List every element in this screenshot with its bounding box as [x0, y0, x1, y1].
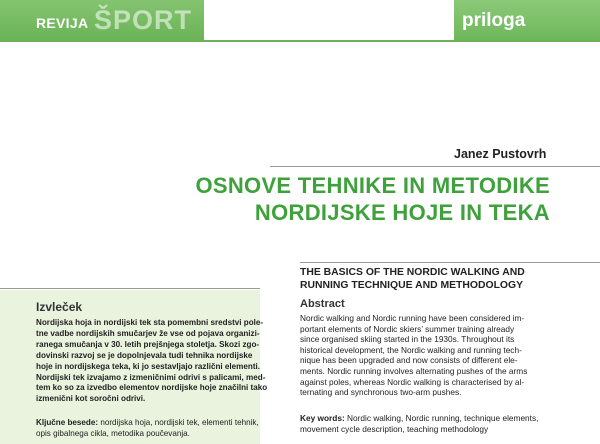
kljucne-besede — [36, 418, 298, 440]
key-words — [300, 413, 600, 434]
key-words-label: Key words: — [300, 413, 345, 423]
izvlecek-line: tne vadbe nordijskih smučarjev že vse od pojava organizi- — [36, 328, 260, 338]
english-title-divider — [300, 262, 600, 263]
izvlecek-line: Nordijska hoja in nordijski tek sta pomembni sredstvi pole- — [36, 318, 264, 327]
article-title-line-1: OSNOVE TEHNIKE IN METODIKE — [195, 173, 550, 198]
journal-name-revija: REVIJA — [36, 15, 89, 31]
izvlecek-line: hoje in nordijskega teka, ki jo sestavljajo različni elementi. — [36, 361, 261, 371]
izvlecek-line: izmenični kot soročni odrivi. — [36, 394, 146, 404]
key-words-line-2: movement cycle description, teaching methodology — [300, 423, 489, 434]
title-divider — [270, 166, 600, 167]
abstract-line: since organised skiing started in the 1930s. Throughout its — [300, 334, 515, 345]
section-label-priloga: priloga — [462, 10, 526, 31]
izvlecek-line: ranega smučanja v 30. letih prejšnjega stoletja. Skozi zgo- — [36, 339, 260, 349]
abstract-line: nique has been upgraded and now consists of different ele- — [300, 355, 518, 366]
english-title-line-2: RUNNING TECHNIQUE AND METHODOLOGY — [300, 280, 524, 291]
article-author: Janez Pustovrh — [454, 147, 547, 161]
abstract-line: ments. Nordic running involves alternating pushes of the arms — [300, 365, 528, 376]
izvlecek-body — [36, 318, 298, 405]
kljucne-besede-label: Ključne besede: — [36, 418, 99, 427]
english-title-line-1: THE BASICS OF THE NORDIC WALKING AND — [300, 267, 525, 278]
kljucne-besede-text-1: nordijska hoja, nordijski tek, elementi tehnik, — [98, 418, 259, 427]
izvlecek-line: dovinski razvoj se je dopolnjevala tudi tehnika nordijske — [36, 350, 253, 360]
article-title — [150, 172, 550, 226]
key-words-text-1: Nordic walking, Nordic running, technique elements, — [344, 413, 539, 423]
izvlecek-divider — [0, 288, 260, 289]
izvlecek-line: tem ko so za izvedbo elementov nordijske hoje značilni tako — [36, 383, 268, 393]
journal-name-sport: ŠPORT — [94, 5, 193, 35]
abstract-heading: Abstract — [300, 298, 345, 310]
kljucne-besede-line-1 — [36, 418, 298, 429]
abstract-line: Nordic walking and Nordic running have been considered im- — [300, 313, 525, 323]
article-title-line-2: NORDIJSKE HOJE IN TEKA — [254, 200, 550, 225]
english-title — [300, 266, 600, 292]
key-words-line-1 — [300, 413, 600, 424]
header-rule — [0, 40, 600, 42]
izvlecek-line: Nordijski tek izvajamo z izmeničnimi odrivi s palicami, med- — [36, 372, 266, 382]
kljucne-besede-line-2: opis gibalnega cikla, metodika poučevanja. — [36, 428, 190, 438]
abstract-line: against poles, whereas Nordic walking is characterised by al- — [300, 376, 525, 387]
abstract-line: portant elements of Nordic skiers’ summer training already — [300, 323, 515, 334]
page-header — [0, 0, 600, 40]
abstract-line: historical development, the Nordic walking and running tech- — [300, 344, 522, 355]
abstract-line: ternating and synchronous two-arm pushes. — [300, 387, 462, 398]
izvlecek-heading: Izvleček — [36, 300, 83, 314]
abstract-body — [300, 313, 600, 398]
